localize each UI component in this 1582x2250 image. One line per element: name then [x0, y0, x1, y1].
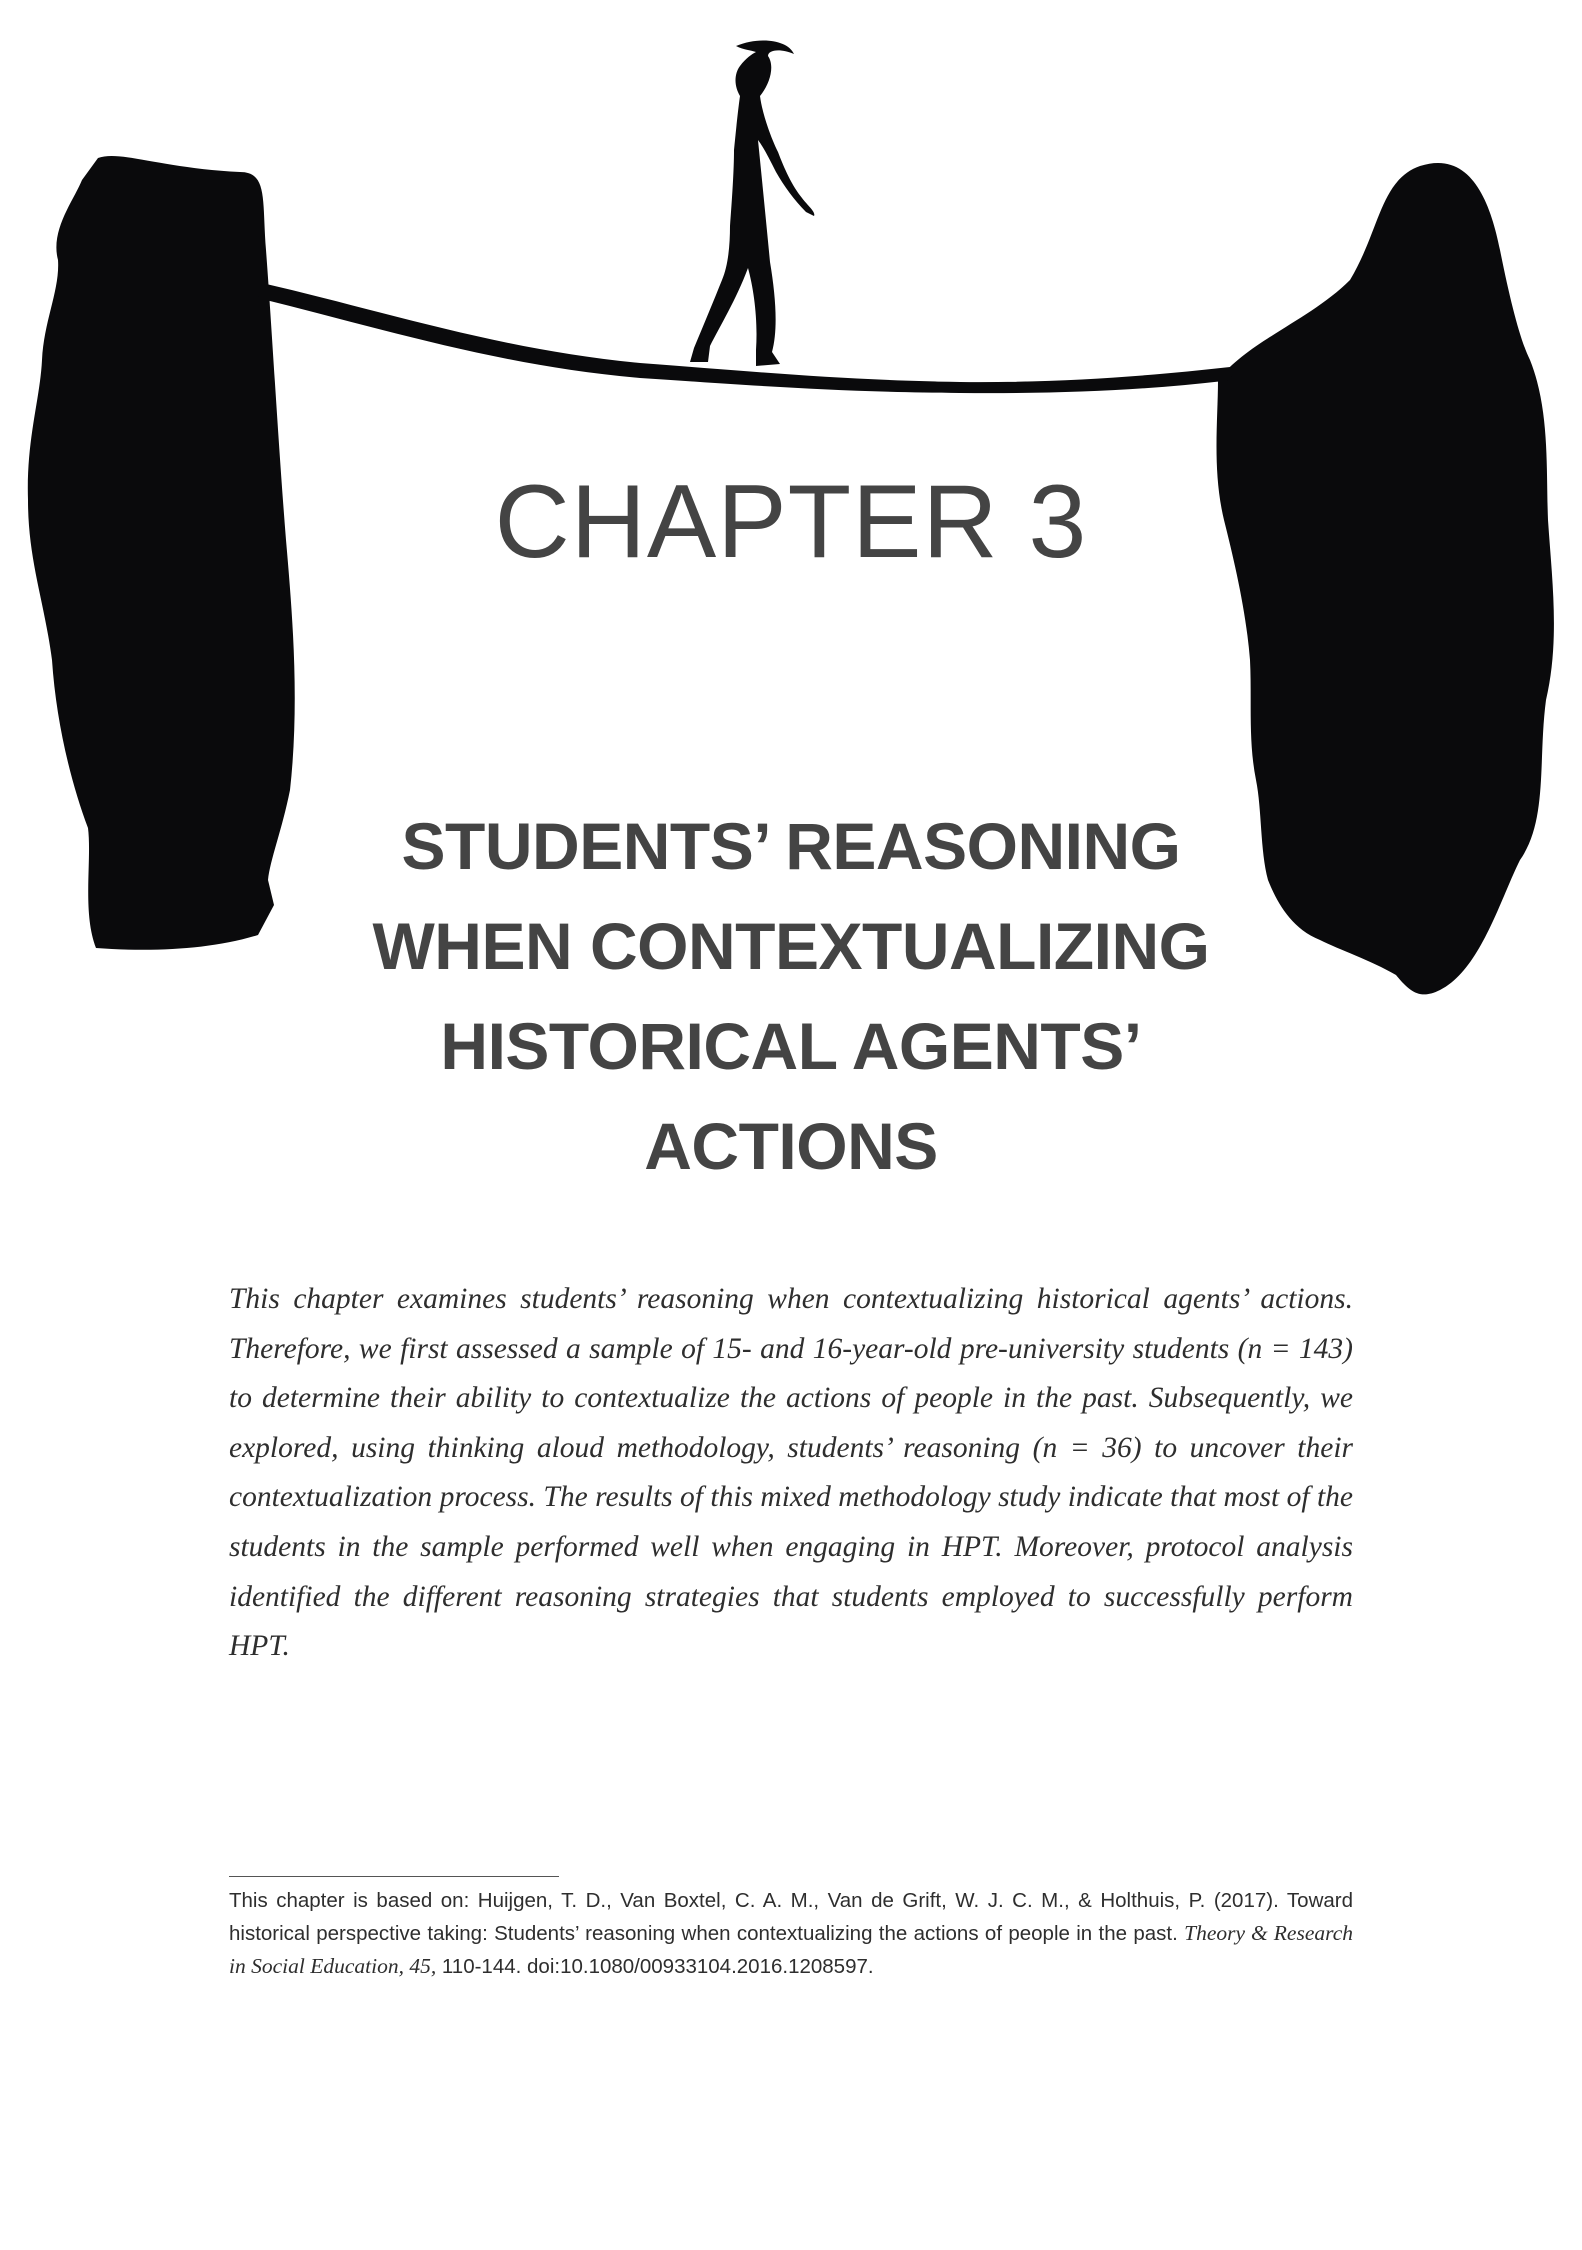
- tightrope: [258, 283, 1232, 393]
- footnote-pages: 110-144. doi:10.1080/00933104.2016.1208597.: [441, 1955, 874, 1978]
- chapter-title-line: WHEN CONTEXTUALIZING: [372, 909, 1210, 983]
- chapter-title-line: HISTORICAL AGENTS’: [440, 1009, 1142, 1083]
- chapter-abstract: This chapter examines students’ reasoning when contextualizing historical agents’ actions. Therefore, we first assessed a sample of 15- and 16-year-old pre-university students (n = 143) to determine their ability to contextualize the actions of people in the past. Subsequently, we explored, using thinking aloud methodology, students’ reasoning (n = 36) to uncover their contextualization process. The results of this mixed methodology study indicate that most of the students in the sample performed well when engaging in HPT. Moreover, protocol analysis identified the different reasoning strategies that students employed to successfully perform HPT.: [229, 1283, 1353, 1663]
- footnote-divider: [229, 1876, 559, 1877]
- chapter-title-line: STUDENTS’ REASONING: [401, 809, 1181, 883]
- chapter-title: [300, 796, 1282, 1196]
- footnote-text: This chapter is based on: Huijgen, T. D., Van Boxtel, C. A. M., Van de Grift, W. J. C. M., & Holthuis, P. (2017). Toward historical perspective taking: Students’ reasoning when contextualizing the actions of people in the past.: [229, 1889, 1353, 1945]
- chapter-title-line: ACTIONS: [644, 1109, 938, 1183]
- footnote: [229, 1884, 1353, 1983]
- footnote-journal: Theory & Research in Social Education, 45,: [229, 1921, 1353, 1978]
- chapter-label: CHAPTER 3: [494, 464, 1088, 580]
- walker-figure: [690, 40, 814, 366]
